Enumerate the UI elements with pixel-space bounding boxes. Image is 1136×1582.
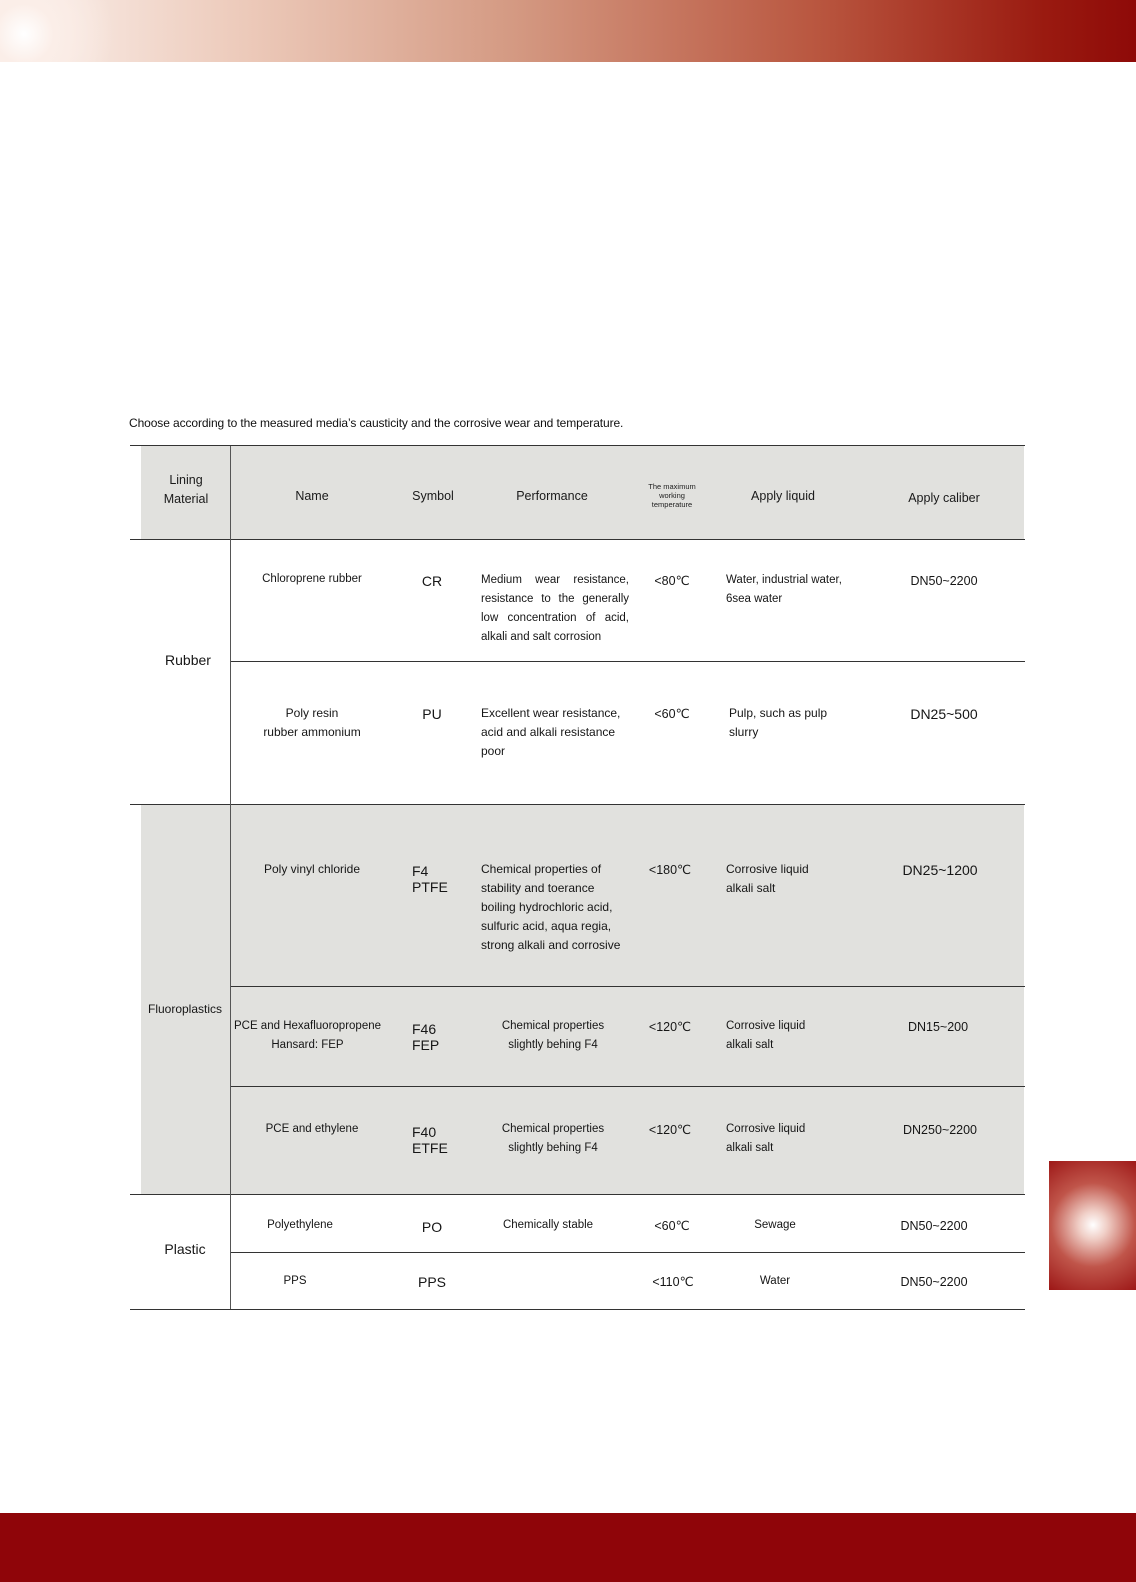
row-f4-perf-line5: strong alkali and corrosive: [481, 938, 621, 952]
row-f40-symbol-line1: F40: [412, 1124, 437, 1140]
side-tab-decoration: [1049, 1161, 1136, 1290]
row-f40-caliber: DN250~2200: [902, 1123, 978, 1137]
row-f4-name: Poly vinyl chloride: [263, 862, 361, 876]
row-pu-name: [250, 704, 374, 742]
row-pu-caliber: DN25~500: [910, 706, 978, 722]
row-pu-name-line2: rubber ammonium: [263, 725, 361, 739]
row-cr-liquid-line2: 6sea water: [726, 593, 783, 605]
row-f40-perf-line1: Chemical properties: [501, 1123, 605, 1135]
row-f4-symbol: [412, 863, 462, 895]
row-po-liquid: Sewage: [754, 1219, 796, 1231]
row-cr-perf-line2: resistance to the generally: [481, 593, 629, 605]
row-cr-performance: [481, 571, 629, 647]
row-f4-symbol-line1: F4: [412, 863, 429, 879]
intro-text: Choose according to the measured media’s causticity and the corrosive wear and temperature.: [129, 416, 624, 430]
row-pu-symbol: PU: [422, 706, 442, 722]
fluoro-bottom-rule: [130, 1194, 1025, 1195]
row-f46-performance: [488, 1017, 618, 1055]
row-pu-perf-line1: Excellent wear resistance,: [481, 706, 621, 720]
group-rubber: Rubber: [165, 652, 211, 668]
row-f4-liquid: [726, 860, 876, 898]
row-pu-name-line1: Poly resin: [285, 706, 339, 720]
row-cr-perf-line1: Medium wear resistance,: [481, 574, 629, 586]
plastic-mid-rule: [230, 1252, 1025, 1253]
bottom-color-band: [0, 1513, 1136, 1582]
row-pu-liquid-line1: Pulp, such as pulp: [729, 706, 828, 720]
row-f46-perf-line2: slightly behing F4: [508, 1039, 598, 1051]
row-f4-temp: <180℃: [648, 863, 692, 877]
row-f4-liquid-line2: alkali salt: [726, 881, 776, 895]
row-f40-performance: [488, 1120, 618, 1158]
row-po-performance: Chemically stable: [502, 1219, 594, 1231]
row-po-symbol: PO: [421, 1219, 443, 1235]
row-f46-name-line2: Hansard: FEP: [271, 1039, 344, 1051]
top-gradient-banner: [0, 0, 1136, 62]
header-max-temp-line3: temperature: [651, 500, 693, 509]
header-lining-material: [150, 471, 222, 509]
row-f46-liquid-line1: Corrosive liquid: [726, 1020, 806, 1032]
header-max-temperature: [642, 482, 702, 509]
row-f40-symbol: [412, 1124, 462, 1156]
header-max-temp-line1: The maximum: [648, 482, 696, 491]
row-pps-temp: <110℃: [652, 1275, 694, 1289]
row-po-name: Polyethylene: [267, 1219, 333, 1231]
row-f4-perf-line3: boiling hydrochloric acid,: [481, 900, 613, 914]
header-symbol: Symbol: [412, 489, 454, 503]
row-f46-liquid-line2: alkali salt: [726, 1039, 774, 1051]
row-po-temp: <60℃: [654, 1219, 690, 1233]
row-pps-symbol: PPS: [417, 1274, 446, 1290]
rubber-mid-rule: [230, 661, 1025, 662]
header-name: Name: [295, 489, 329, 503]
row-pu-liquid-line2: slurry: [729, 725, 759, 739]
row-f46-liquid: [726, 1017, 876, 1055]
fluoro-rule-2: [230, 1086, 1025, 1087]
group-fluoroplastics: Fluoroplastics: [147, 1002, 223, 1016]
row-pu-liquid: [729, 704, 879, 742]
row-f4-symbol-line2: PTFE: [412, 879, 448, 895]
row-f40-temp: <120℃: [648, 1123, 692, 1137]
row-pps-name: PPS: [283, 1275, 307, 1287]
row-f46-name: [230, 1017, 385, 1055]
row-pps-liquid: Water: [759, 1275, 791, 1287]
row-f46-caliber: DN15~200: [907, 1020, 969, 1034]
material-column-divider: [230, 446, 231, 1309]
row-f4-performance: [481, 860, 631, 955]
header-apply-liquid: Apply liquid: [751, 489, 815, 503]
row-cr-caliber: DN50~2200: [910, 574, 978, 588]
group-plastic: Plastic: [164, 1241, 206, 1257]
table-bottom-rule: [130, 1309, 1025, 1310]
row-pu-temp: <60℃: [654, 707, 690, 721]
rubber-bottom-rule: [130, 804, 1025, 805]
row-f46-symbol-line1: F46: [412, 1021, 437, 1037]
row-f40-symbol-line2: ETFE: [412, 1140, 448, 1156]
row-cr-name: Chloroprene rubber: [262, 573, 362, 585]
row-f40-name: PCE and ethylene: [265, 1123, 359, 1135]
row-cr-perf-line4: alkali and salt corrosion: [481, 631, 602, 643]
row-cr-temp: <80℃: [654, 574, 690, 588]
row-f46-name-line1: PCE and Hexafluoropropene: [233, 1020, 382, 1032]
row-f46-symbol-line2: FEP: [412, 1037, 440, 1053]
row-f4-perf-line2: stability and toerance: [481, 881, 595, 895]
header-bottom-rule: [130, 539, 1025, 540]
row-cr-symbol: CR: [421, 573, 443, 589]
row-cr-liquid-line1: Water, industrial water,: [726, 574, 842, 586]
table-top-rule: [130, 445, 1025, 446]
row-f46-perf-line1: Chemical properties: [501, 1020, 605, 1032]
row-f40-liquid-line1: Corrosive liquid: [726, 1123, 806, 1135]
row-pu-performance: [481, 704, 631, 761]
row-f4-caliber: DN25~1200: [902, 862, 978, 878]
header-lining-line2: Material: [163, 492, 209, 506]
row-f40-perf-line2: slightly behing F4: [508, 1142, 598, 1154]
row-f4-perf-line1: Chemical properties of: [481, 862, 602, 876]
row-cr-perf-line3: low concentration of acid,: [481, 612, 629, 624]
row-pu-perf-line3: poor: [481, 744, 506, 758]
row-pps-caliber: DN50~2200: [900, 1275, 968, 1289]
header-performance: Performance: [516, 489, 588, 503]
header-lining-line1: Lining: [169, 473, 203, 487]
row-f4-liquid-line1: Corrosive liquid: [726, 862, 809, 876]
row-f40-liquid-line2: alkali salt: [726, 1142, 774, 1154]
row-f40-liquid: [726, 1120, 876, 1158]
row-f46-temp: <120℃: [648, 1020, 692, 1034]
fluoro-rule-1: [230, 986, 1025, 987]
row-cr-liquid: [726, 571, 876, 609]
header-max-temp-line2: working: [659, 491, 685, 500]
row-f46-symbol: [412, 1021, 462, 1053]
header-apply-caliber: Apply caliber: [908, 491, 980, 505]
row-po-caliber: DN50~2200: [900, 1219, 968, 1233]
row-f4-perf-line4: sulfuric acid, aqua regia,: [481, 919, 612, 933]
row-pu-perf-line2: acid and alkali resistance: [481, 725, 616, 739]
